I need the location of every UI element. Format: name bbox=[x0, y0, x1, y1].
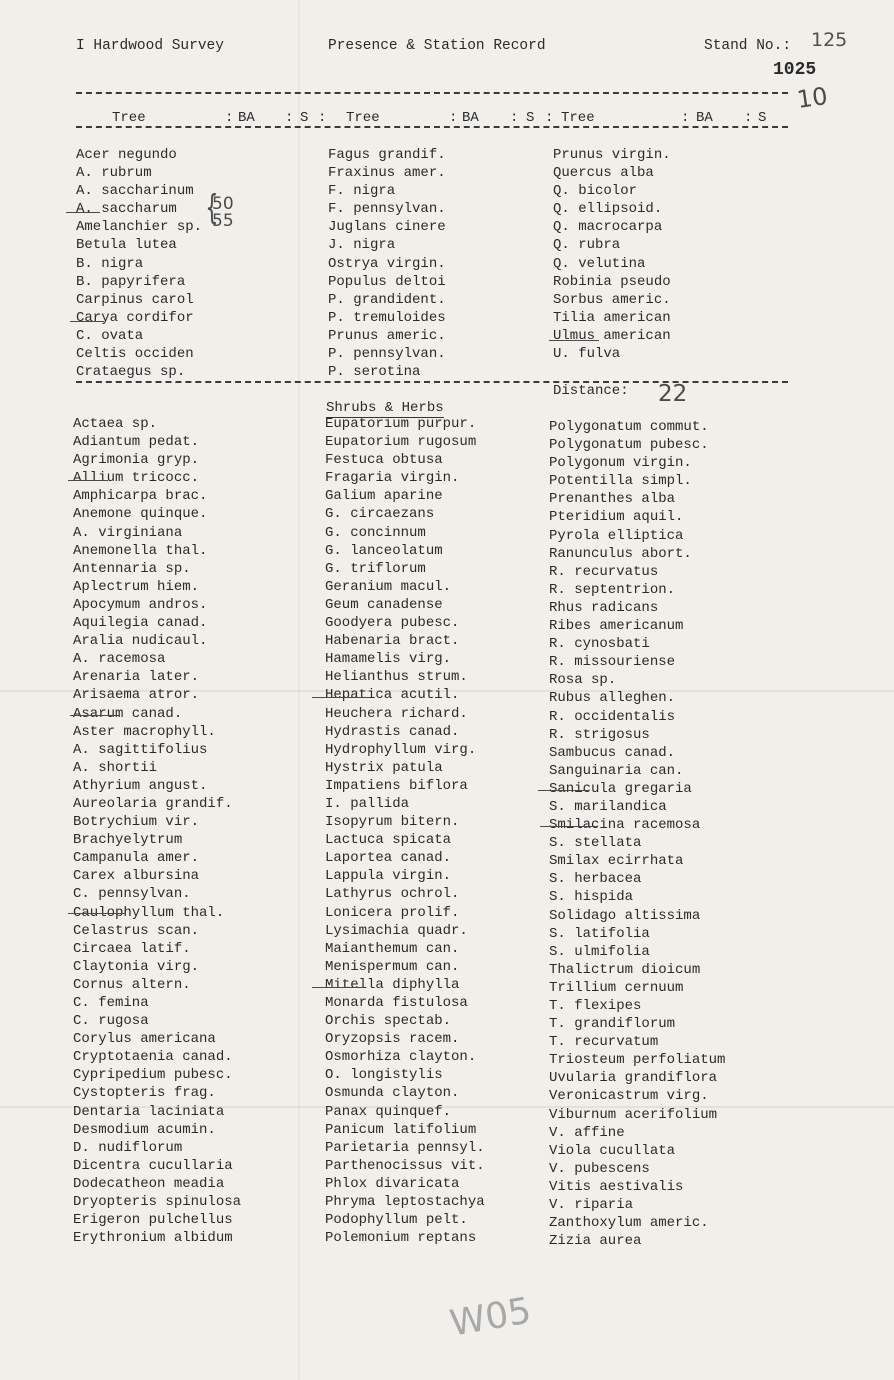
stand-number-stamped: 1025 bbox=[773, 60, 817, 80]
species-name: Rosa sp. bbox=[549, 672, 617, 689]
species-name: Agrimonia gryp. bbox=[73, 452, 200, 469]
species-name: Laportea canad. bbox=[325, 850, 452, 867]
species-name: O. longistylis bbox=[325, 1067, 443, 1084]
footer-handwritten-mark: W05 bbox=[446, 1290, 535, 1345]
species-name: Parthenocissus vit. bbox=[325, 1157, 485, 1174]
species-name: Thalictrum dioicum bbox=[549, 961, 701, 978]
species-name: A. sagittifolius bbox=[73, 741, 208, 758]
species-name: F. pennsylvan. bbox=[328, 201, 446, 218]
species-name: V. riparia bbox=[549, 1197, 634, 1214]
tree-list-col1 bbox=[76, 146, 202, 381]
species-name: U. fulva bbox=[553, 346, 621, 363]
species-name: Polygonatum pubesc. bbox=[549, 437, 709, 454]
species-name: Allium tricocc. bbox=[73, 470, 200, 487]
species-name: Sambucus canad. bbox=[549, 744, 676, 761]
species-name: Antennaria sp. bbox=[73, 560, 191, 577]
species-name: Hydrastis canad. bbox=[325, 723, 460, 740]
handwritten-checkmark bbox=[312, 697, 370, 698]
species-name: Cryptotaenia canad. bbox=[73, 1049, 233, 1066]
shrub-list-col3 bbox=[549, 418, 725, 1250]
species-name: A. virginiana bbox=[73, 524, 183, 541]
species-name: A. rubrum bbox=[76, 165, 152, 182]
species-name: Polemonium reptans bbox=[325, 1230, 477, 1247]
species-name: Phlox divaricata bbox=[325, 1175, 460, 1192]
species-name: P. pennsylvan. bbox=[328, 346, 446, 363]
species-name: Monarda fistulosa bbox=[325, 995, 468, 1011]
species-name: Juglans cinere bbox=[328, 219, 446, 236]
survey-title: I Hardwood Survey bbox=[76, 38, 224, 54]
species-name: Q. rubra bbox=[553, 237, 621, 254]
species-name: Tilia american bbox=[553, 309, 671, 326]
species-name: Q. ellipsoid. bbox=[553, 201, 663, 218]
col-tree-heading: Tree bbox=[346, 110, 380, 126]
species-name: Ranunculus abort. bbox=[549, 545, 692, 562]
handwritten-checkmark bbox=[70, 715, 120, 716]
species-name: Dryopteris spinulosa bbox=[73, 1194, 242, 1211]
species-name: Adiantum pedat. bbox=[73, 434, 200, 451]
distance-label: Distance: bbox=[553, 383, 629, 399]
species-name: Hystrix patula bbox=[325, 759, 443, 776]
handwritten-checkmark bbox=[66, 212, 100, 213]
species-name: S. stellata bbox=[549, 835, 642, 852]
species-name: Helianthus strum. bbox=[325, 669, 468, 686]
species-name: P. grandident. bbox=[328, 291, 446, 308]
species-name: S. latifolia bbox=[549, 925, 650, 942]
species-name: Geum canadense bbox=[325, 596, 443, 613]
species-name: Arenaria later. bbox=[73, 669, 200, 686]
col-tree-heading: Tree bbox=[112, 110, 146, 126]
species-name: Populus deltoi bbox=[328, 273, 446, 290]
species-name: Potentilla simpl. bbox=[549, 473, 692, 490]
species-name: F. nigra bbox=[328, 183, 396, 200]
species-name: Oryzopsis racem. bbox=[325, 1031, 460, 1048]
species-name: A. saccharum bbox=[76, 201, 177, 218]
species-name: C. femina bbox=[73, 995, 149, 1011]
col-tree-heading: Tree bbox=[561, 110, 595, 126]
species-name: R. occidentalis bbox=[549, 708, 676, 725]
species-name: Claytonia virg. bbox=[73, 958, 200, 975]
species-name: Aquilegia canad. bbox=[73, 615, 208, 632]
species-name: Viola cucullata bbox=[549, 1142, 676, 1159]
species-name: Eupatorium rugosum bbox=[325, 434, 477, 451]
species-name: Fagus grandif. bbox=[328, 147, 446, 163]
species-name: S. herbacea bbox=[549, 871, 642, 888]
species-name: A. saccharinum bbox=[76, 183, 194, 200]
species-name: Smilax ecirrhata bbox=[549, 853, 684, 870]
species-name: Parietaria pennsyl. bbox=[325, 1139, 485, 1156]
species-name: Cornus altern. bbox=[73, 976, 191, 993]
handwritten-checkmark bbox=[70, 321, 104, 322]
species-name: Osmorhiza clayton. bbox=[325, 1049, 477, 1066]
species-name: Prunus virgin. bbox=[553, 147, 671, 163]
species-name: Podophyllum pelt. bbox=[325, 1212, 468, 1229]
tree-list-col3 bbox=[553, 146, 671, 363]
handwritten-checkmark bbox=[540, 826, 598, 827]
species-name: Ostrya virgin. bbox=[328, 255, 446, 272]
species-name: Prenanthes alba bbox=[549, 491, 676, 508]
species-name: Solidago altissima bbox=[549, 907, 701, 924]
species-name: Lactuca spicata bbox=[325, 832, 452, 849]
record-title: Presence & Station Record bbox=[328, 38, 546, 54]
species-name: Erigeron pulchellus bbox=[73, 1212, 233, 1229]
species-name: Zizia aurea bbox=[549, 1233, 642, 1250]
species-name: Pyrola elliptica bbox=[549, 527, 684, 544]
col-s-heading: S bbox=[758, 110, 767, 126]
col-ba-heading: BA bbox=[462, 110, 479, 126]
species-name: B. papyrifera bbox=[76, 273, 186, 290]
species-name: Sanicula gregaria bbox=[549, 780, 692, 797]
species-name: B. nigra bbox=[76, 255, 144, 272]
species-name: Botrychium vir. bbox=[73, 814, 200, 831]
species-name: Ribes americanum bbox=[549, 618, 684, 635]
species-name: Smilacina racemosa bbox=[549, 817, 701, 834]
species-name: D. nudiflorum bbox=[73, 1139, 183, 1156]
species-name: Rhus radicans bbox=[549, 599, 659, 616]
header-bottom-rule bbox=[76, 126, 788, 128]
species-name: Geranium macul. bbox=[325, 578, 452, 595]
species-name: Sorbus americ. bbox=[553, 291, 671, 308]
survey-sheet: I Hardwood Survey Presence & Station Record Stand No.: 125 1025 10 Tree : BA : S : Tree : BA : S : Tree : BA : S Acer negundo A. rubrum A. saccharinum A. saccharum Amelanchier sp. Betula lutea B. nigra B. papyrifera Carpinus carol Carya cordifor C. ovata Celtis occiden Crataegus sp. Fagus grandif. Fraxinus amer. F. nigra F. pennsylvan. Juglans cinere J. nigra Ostrya virgin. Populus deltoi P. grandident. P. tremuloides Prunus americ. P. pennsylvan. P. serotina Prunus virgin. Quercus alba Q. bicolor Q. ellipsoid. Q. macrocarpa Q. rubra Q. velutina Robinia pseudo Sorbus americ. Tilia american Ulmus american U. fulva 50 55 { Distance: 22 Shrubs & Herbs Actaea sp. Adiantum pedat. Agrimonia gryp. Allium tricocc. Amphicarpa brac. Anemone quinque. A. virginiana Anemonella thal. Antennaria sp. Aplectrum hiem. Apocymum andros. Aquilegia canad. Aralia nudicaul. A. racemosa Arenaria later. Arisaema atror. Asarum canad. Aster macrophyll. A. sagittifolius A. shortii Athyrium angust. Aureolaria grandif. Botrychium vir. Brachyelytrum Campanula amer. Carex albursina C. pennsylvan. Caulophyllum thal. Celastrus scan. Circaea latif. Claytonia virg. Cornus altern. C. femina C. rugosa Corylus americana Cryptotaenia canad. Cypripedium pubesc. Cystopteris frag. Dentaria laciniata Desmodium acumin. D. nudiflorum Dicentra cucullaria Dodecatheon meadia Dryopteris spinulosa Erigeron pulchellus Erythronium albidum Eupatorium purpur. Eupatorium rugosum Festuca obtusa Fragaria virgin. Galium aparine G. circaezans G. concinnum G. lanceolatum G. triflorum Geranium macul. Geum canadense Goodyera pubesc. Habenaria bract. Hamamelis virg. Helianthus strum. Hepatica acutil. Heuchera richard. Hydrastis canad. Hydrophyllum virg. Hystrix patula Impatiens biflora I. pallida Isopyrum bitern. Lactuca spicata Laportea canad. Lappula virgin. Lathyrus ochrol. Lonicera prolif. Lysimachia quadr. Maianthemum can. Menispermum can. Mitella diphylla Monarda fistulosa Orchis spectab. Oryzopsis racem. Osmorhiza clayton. O. longistylis Osmunda clayton. Panax quinquef. Panicum latifolium Parietaria pennsyl. Parthenocissus vit. Phlox divaricata Phryma leptostachya Podophyllum pelt. Polemonium reptans Polygonatum commut. Polygonatum pubesc. Polygonum virgin. Potentilla simpl. Prenanthes alba Pteridium aquil. Pyrola elliptica Ranunculus abort. R. recurvatus R. septentrion. Rhus radicans Ribes americanum R. cynosbati R. missouriense Rosa sp. Rubus alleghen. R. occidentalis R. strigosus Sambucus canad. Sanguinaria can. Sanicula gregaria S. marilandica Smilacina racemosa S. stellata Smilax ecirrhata S. herbacea S. hispida Solidago altissima S. latifolia S. ulmifolia Thalictrum dioicum Trillium cernuum T. flexipes T. grandiflorum T. recurvatum Triosteum perfoliatum Uvularia grandiflora Veronicastrum virg. Viburnum acerifolium V. affine Viola cucullata V. pubescens Vitis aestivalis V. riparia Zanthoxylum americ. Zizia aurea W05 bbox=[0, 0, 894, 1380]
species-name: Cypripedium pubesc. bbox=[73, 1067, 233, 1084]
handwritten-brace: { bbox=[205, 188, 219, 228]
species-name: Prunus americ. bbox=[328, 327, 446, 344]
species-name: Carpinus carol bbox=[76, 291, 194, 308]
species-name: Goodyera pubesc. bbox=[325, 615, 460, 632]
handwritten-checkmark bbox=[312, 987, 364, 988]
handwritten-checkmark bbox=[68, 913, 126, 914]
species-name: Circaea latif. bbox=[73, 940, 191, 957]
species-name: Mitella diphylla bbox=[325, 976, 460, 993]
species-name: Carya cordifor bbox=[76, 309, 194, 326]
shrub-list-col2 bbox=[325, 415, 485, 1247]
species-name: J. nigra bbox=[328, 237, 396, 254]
species-name: Festuca obtusa bbox=[325, 452, 443, 469]
tree-list-col2 bbox=[328, 146, 446, 381]
species-name: Dentaria laciniata bbox=[73, 1103, 225, 1120]
species-name: Phryma leptostachya bbox=[325, 1194, 485, 1211]
species-name: Hepatica acutil. bbox=[325, 687, 460, 704]
species-name: Lappula virgin. bbox=[325, 868, 452, 885]
species-name: Viburnum acerifolium bbox=[549, 1106, 718, 1123]
species-name: Panax quinquef. bbox=[325, 1103, 452, 1120]
species-name: Celastrus scan. bbox=[73, 922, 200, 939]
shrub-list-col1 bbox=[73, 415, 241, 1247]
species-name: G. lanceolatum bbox=[325, 542, 443, 559]
species-name: Arisaema atror. bbox=[73, 687, 200, 704]
species-name: Pteridium aquil. bbox=[549, 509, 684, 526]
species-name: Maianthemum can. bbox=[325, 940, 460, 957]
species-name: Aplectrum hiem. bbox=[73, 578, 200, 595]
species-name: Trillium cernuum bbox=[549, 979, 684, 996]
species-name: Polygonatum commut. bbox=[549, 419, 709, 435]
species-name: Erythronium albidum bbox=[73, 1230, 233, 1247]
species-name: Veronicastrum virg. bbox=[549, 1088, 709, 1105]
species-name: Asarum canad. bbox=[73, 705, 183, 722]
species-name: Orchis spectab. bbox=[325, 1013, 452, 1030]
species-name: R. missouriense bbox=[549, 654, 676, 671]
species-name: T. recurvatum bbox=[549, 1034, 659, 1051]
species-name: Hydrophyllum virg. bbox=[325, 741, 477, 758]
species-name: Aralia nudicaul. bbox=[73, 633, 208, 650]
species-name: S. ulmifolia bbox=[549, 943, 650, 960]
species-name: A. racemosa bbox=[73, 651, 166, 668]
stand-label: Stand No.: bbox=[704, 38, 792, 54]
species-name: Actaea sp. bbox=[73, 416, 158, 432]
species-name: A. shortii bbox=[73, 759, 158, 776]
species-name: Betula lutea bbox=[76, 237, 177, 254]
species-name: G. triflorum bbox=[325, 560, 426, 577]
species-name: Fragaria virgin. bbox=[325, 470, 460, 487]
species-name: C. ovata bbox=[76, 327, 144, 344]
species-name: Eupatorium purpur. bbox=[325, 416, 477, 432]
header-top-rule bbox=[76, 92, 788, 94]
species-name: Habenaria bract. bbox=[325, 633, 460, 650]
col-s-heading: S bbox=[300, 110, 309, 126]
species-name: Isopyrum bitern. bbox=[325, 814, 460, 831]
species-name: V. pubescens bbox=[549, 1160, 650, 1177]
species-name: Uvularia grandiflora bbox=[549, 1070, 718, 1087]
species-name: Galium aparine bbox=[325, 488, 443, 505]
species-name: Quercus alba bbox=[553, 165, 654, 182]
species-name: Acer negundo bbox=[76, 147, 177, 163]
col-s-heading: S bbox=[526, 110, 535, 126]
species-name: Amphicarpa brac. bbox=[73, 488, 208, 505]
species-name: Hamamelis virg. bbox=[325, 651, 452, 668]
col-ba-heading: BA bbox=[696, 110, 713, 126]
species-name: Ulmus american bbox=[553, 327, 671, 344]
species-name: Q. macrocarpa bbox=[553, 219, 663, 236]
species-name: Q. velutina bbox=[553, 255, 646, 272]
species-name: S. hispida bbox=[549, 889, 634, 906]
handwritten-ba-values: 50 55 bbox=[212, 194, 234, 231]
shrubs-herbs-title: Shrubs & Herbs bbox=[326, 400, 444, 416]
species-name: V. affine bbox=[549, 1124, 625, 1141]
species-name: Panicum latifolium bbox=[325, 1121, 477, 1138]
species-name: R. recurvatus bbox=[549, 563, 659, 580]
species-name: Anemone quinque. bbox=[73, 506, 208, 523]
stand-number-handwritten: 125 bbox=[811, 29, 848, 51]
species-name: Apocymum andros. bbox=[73, 596, 208, 613]
col-ba-heading: BA bbox=[238, 110, 255, 126]
species-name: C. pennsylvan. bbox=[73, 886, 191, 903]
species-name: Polygonum virgin. bbox=[549, 455, 692, 472]
species-name: Dicentra cucullaria bbox=[73, 1157, 233, 1174]
species-name: Q. bicolor bbox=[553, 183, 638, 200]
species-name: T. flexipes bbox=[549, 998, 642, 1014]
species-name: Robinia pseudo bbox=[553, 273, 671, 290]
species-name: G. circaezans bbox=[325, 506, 435, 523]
species-name: Brachyelytrum bbox=[73, 832, 183, 849]
species-name: Anemonella thal. bbox=[73, 542, 208, 559]
distance-value-handwritten: 22 bbox=[658, 381, 688, 407]
species-name: Lonicera prolif. bbox=[325, 904, 460, 921]
species-name: Athyrium angust. bbox=[73, 777, 208, 794]
handwritten-checkmark bbox=[549, 340, 599, 341]
species-name: T. grandiflorum bbox=[549, 1016, 676, 1033]
species-name: Triosteum perfoliatum bbox=[549, 1052, 726, 1069]
species-name: Rubus alleghen. bbox=[549, 690, 676, 707]
species-name: Heuchera richard. bbox=[325, 705, 468, 722]
species-name: Lysimachia quadr. bbox=[325, 922, 468, 939]
species-name: C. rugosa bbox=[73, 1013, 149, 1030]
species-name: Impatiens biflora bbox=[325, 777, 468, 794]
species-name: Vitis aestivalis bbox=[549, 1178, 684, 1195]
species-name: Campanula amer. bbox=[73, 850, 200, 867]
species-name: Sanguinaria can. bbox=[549, 762, 684, 779]
species-name: Cystopteris frag. bbox=[73, 1085, 216, 1102]
handwritten-checkmark bbox=[538, 790, 588, 791]
species-name: Caulophyllum thal. bbox=[73, 904, 225, 921]
species-name: G. concinnum bbox=[325, 524, 426, 541]
species-name: Aster macrophyll. bbox=[73, 723, 216, 740]
paper-fold bbox=[298, 0, 300, 1380]
species-name: Carex albursina bbox=[73, 868, 200, 885]
species-name: Lathyrus ochrol. bbox=[325, 886, 460, 903]
margin-handwritten-number: 10 bbox=[795, 82, 830, 114]
species-name: Dodecatheon meadia bbox=[73, 1175, 225, 1192]
species-name: R. cynosbati bbox=[549, 636, 650, 653]
species-name: P. serotina bbox=[328, 364, 421, 381]
species-name: Crataegus sp. bbox=[76, 364, 186, 381]
species-name: Corylus americana bbox=[73, 1031, 216, 1048]
species-name: P. tremuloides bbox=[328, 309, 446, 326]
handwritten-checkmark bbox=[68, 480, 108, 481]
species-name: Celtis occiden bbox=[76, 346, 194, 363]
species-name: Amelanchier sp. bbox=[76, 219, 203, 236]
species-name: Menispermum can. bbox=[325, 958, 460, 975]
species-name: Fraxinus amer. bbox=[328, 165, 446, 182]
species-name: Desmodium acumin. bbox=[73, 1121, 216, 1138]
species-name: I. pallida bbox=[325, 795, 410, 812]
species-name: R. strigosus bbox=[549, 726, 650, 743]
species-name: R. septentrion. bbox=[549, 581, 676, 598]
species-name: Osmunda clayton. bbox=[325, 1085, 460, 1102]
species-name: Aureolaria grandif. bbox=[73, 795, 233, 812]
species-name: S. marilandica bbox=[549, 798, 667, 815]
species-name: Zanthoxylum americ. bbox=[549, 1215, 709, 1232]
